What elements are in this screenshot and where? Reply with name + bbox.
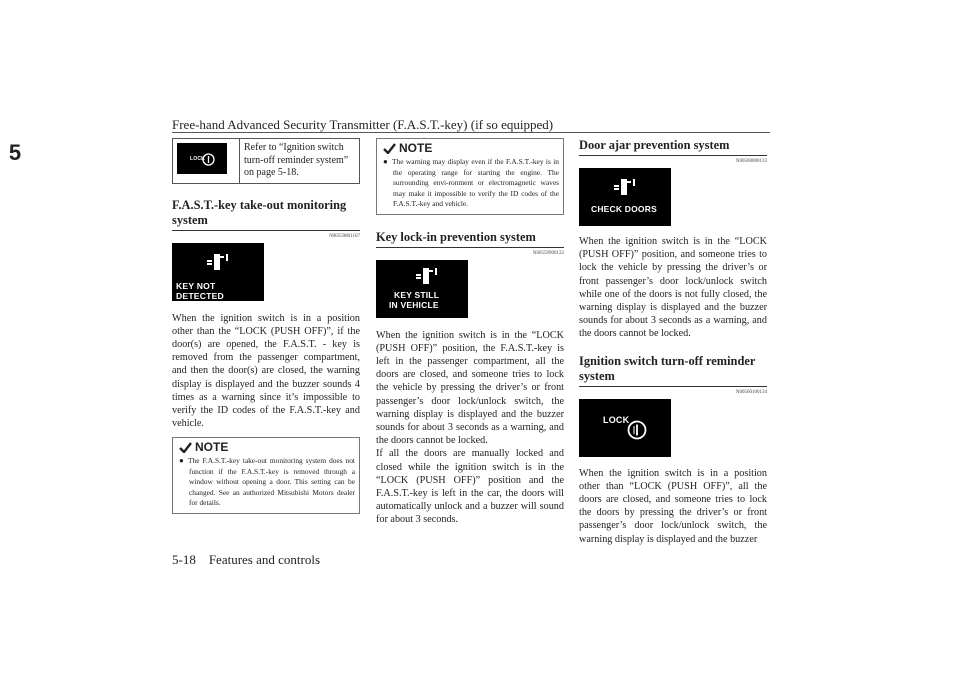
- reference-text: Refer to “Ignition switch turn-off reminder system” on page 5-18.: [244, 142, 349, 178]
- display-label-line-1: KEY STILL: [394, 289, 440, 300]
- display-label: LOCK: [603, 414, 630, 425]
- display-label-line-2: IN VEHICLE: [389, 299, 439, 310]
- note-box-1: [172, 437, 360, 514]
- note-text-content: The F.A.S.T.-key take-out monitoring system does not function if the F.A.S.T.-key is removed through a window without opening a door. This setting can be changed. See an authorized Mitsubishi Motors dealer for details.: [188, 456, 355, 508]
- push-button-icon: [627, 420, 647, 440]
- key-icon: [614, 177, 638, 197]
- page-header-title: Free-hand Advanced Security Transmitter (F.A.S.T.-key) (if so equipped): [172, 117, 554, 132]
- note-title: NOTE: [399, 141, 433, 155]
- take-out-body: When the ignition switch is in a position other than the “LOCK (PUSH OFF)”, if the door(s) are opened, the F.A.S.T. - key is removed from the passenger compartment, and then the door(s) are closed, the warning display is displayed and the buzzer sounds 4 times as a warning since it’s impossible to verify the ID codes of the F.A.S.T.-key and vehicle.: [172, 312, 360, 430]
- section-title-take-out: F.A.S.T.-key take-out monitoring system: [172, 198, 360, 231]
- section-code: N00560100134: [735, 389, 767, 395]
- key-icon: [207, 252, 231, 272]
- display-label: KEY NOT DETECTED: [176, 280, 224, 301]
- lock-display: [579, 399, 671, 457]
- chapter-tab: 5: [8, 140, 22, 165]
- section-code: N00559801167: [329, 233, 360, 239]
- section-code: N00559900132: [532, 250, 564, 256]
- page-footer: 5-18 Features and controls: [172, 552, 321, 567]
- note-header: [179, 440, 355, 454]
- lock-label: LOCK: [190, 156, 205, 162]
- section-title-door-ajar: Door ajar prevention system: [579, 138, 767, 156]
- display-label: CHECK DOORS: [591, 204, 657, 214]
- key-still-in-vehicle-display: [376, 260, 468, 318]
- column-1: [172, 138, 360, 514]
- ignition-reminder-body: When the ignition switch is in a position other than “LOCK (PUSH OFF)”, all the doors are closed, and someone tries to lock the doors by pressing the driver’s or front passenger’s door lock/unlock switch, the warning display is displayed and the buzzer: [579, 467, 767, 545]
- key-lock-in-body: When the ignition switch is in the “LOCK (PUSH OFF)” position, the F.A.S.T.-key is left in the passenger compartment, all the doors are closed, and someone tries to lock the vehicle by pressing the driver’s or front passenger’s door lock/unlock switch, the warning display is displayed and the buzzer sounds for about 3 seconds as a warning, and the doors cannot be locked.: [376, 329, 564, 447]
- check-doors-display: [579, 168, 671, 226]
- key-lock-in-body-2: If all the doors are manually locked and closed while the ignition switch is in the “LOCK (PUSH OFF)” position and the F.A.S.T.-key is left in the car, the doors will automatically unlock and a buzzer will sound for about 3 seconds.: [376, 448, 564, 526]
- note-title: NOTE: [195, 440, 229, 455]
- note-check-icon: [383, 143, 396, 154]
- section-title-ignition-reminder: Ignition switch turn-off reminder system: [579, 354, 767, 387]
- key-not-detected-display: [172, 243, 264, 301]
- lock-display-thumbnail: [177, 143, 227, 174]
- section-code: N00560000133: [735, 159, 767, 164]
- column-3: [579, 138, 767, 546]
- reference-table: [172, 138, 360, 184]
- note-box-2: [376, 138, 564, 215]
- header-rule: [172, 132, 770, 133]
- note-text: ● The warning may display even if the F.A.S.T.-key is in the operating range for starting the engine. The surrounding envi-ronment or electromagnetic waves may make it impossible to verify the ID codes of the F.A.S.T.-key and vehicle.: [383, 157, 559, 208]
- section-title-key-lock-in: Key lock-in prevention system: [376, 230, 564, 248]
- door-ajar-body: When the ignition switch is in the “LOCK (PUSH OFF)” position, and someone tries to lock the vehicle by pressing the driver’s or front passenger’s door lock/unlock switch while one of the doors is not fully closed, the warning display is displayed and the buzzer sounds for about 3 seconds as a warning, and the doors cannot be locked.: [579, 236, 767, 340]
- column-2: [376, 138, 564, 527]
- note-text-content: The warning may display even if the F.A.S.T.-key is in the operating range for starting the engine. The surrounding envi-ronment or electromagnetic waves may make it impossible to verify the ID codes of the F.A.S.T.-key and vehicle.: [392, 157, 559, 208]
- note-header: [383, 141, 559, 155]
- note-check-icon: [179, 442, 192, 453]
- push-button-icon: [202, 153, 215, 166]
- key-icon: [416, 266, 440, 286]
- note-text: ● The F.A.S.T.-key take-out monitoring system does not function if the F.A.S.T.-key is removed through a window without opening a door. This setting can be changed. See an authorized Mitsubishi Motors dealer for details.: [179, 456, 355, 508]
